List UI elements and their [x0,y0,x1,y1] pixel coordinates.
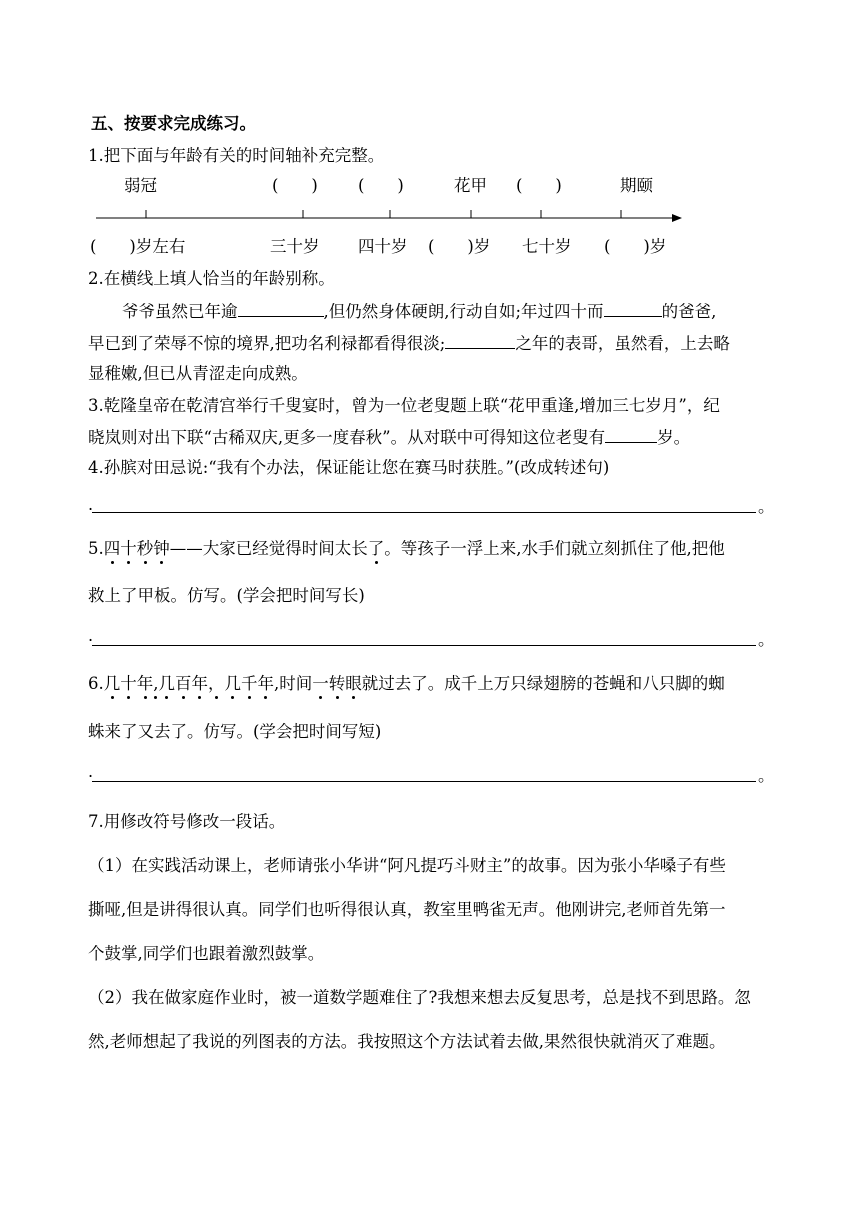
answer-line[interactable] [92,781,756,782]
q7-paragraph-1-line: （1）在实践活动课上，老师请张小华讲“阿凡提巧斗财主”的故事。因为张小华嗓子有些 [88,856,726,875]
answer-line-start: . [88,626,94,645]
emphasis-char: 千 [241,674,258,693]
q4-prompt: 4.孙膑对田忌说:“我有个办法，保证能让您在赛马时获胜。”(改成转述句) [88,458,610,477]
q5-text: 。等孩子一浮上来,水手们就立刻抓住了他,把他 [384,539,725,558]
timeline-bottom-label: 三十岁 [270,237,320,256]
q6-text: 就过去了。成千上万只绿翅膀的苍蝇和八只脚的蜘 [361,674,725,693]
q2-text: 之年的表哥，虽然看，上去略 [515,334,730,353]
q2-text: 的爸爸, [661,302,717,321]
answer-line[interactable] [92,645,756,646]
answer-line-end: 。 [758,497,775,516]
emphasis-char: 年 [191,674,208,693]
emphasis-char: 四 [103,539,121,558]
timeline-top-label: ( ) [358,176,404,195]
q2-line-1 [122,301,716,322]
q3-text: 晓岚则对出下联“古稀双庆,更多一度春秋”。从对联中可得知这位老叟有 [88,428,606,447]
timeline-top-label: ( ) [516,176,562,195]
q2-line-2 [88,333,730,354]
q5-number: 5. [88,539,104,558]
q1-prompt: 1.把下面与年龄有关的时间轴补充完整。 [88,146,385,165]
q3-text: 岁。 [657,428,691,447]
q7-prompt: 7.用修改符号修改一段话。 [88,812,286,831]
q7-paragraph-1-line: 个鼓掌,同学们也跟着激烈鼓掌。 [88,944,325,963]
timeline-bottom-label: 四十岁 [358,237,408,256]
answer-line-end: 。 [758,630,775,649]
answer-blank[interactable] [238,301,324,317]
emphasis-char: 几 [224,674,241,693]
answer-line-start: . [88,495,94,514]
q6-line-2: 蛛来了又去了。仿写。(学会把时间写短) [88,722,382,741]
emphasis-char: 十 [120,674,137,693]
q7-paragraph-2-line: 然,老师想起了我说的列图表的方法。我按照这个方法试着去做,果然很快就消灭了难题。 [88,1032,726,1051]
section-title: 五、按要求完成练习。 [91,114,256,133]
emphasis-char: 钟 [153,539,170,558]
q6-number: 6. [88,674,104,693]
q7-paragraph-2-line: （2）我在做家庭作业时，被一道数学题难住了?我想来想去反复思考，总是找不到思路。忽 [88,988,751,1007]
emphasis-char: 秒 [136,539,154,558]
q7-paragraph-1-line: 撕哑,但是讲得很认真。同学们也听得很认真，教室里鸭雀无声。他刚讲完,老师首先第一 [88,900,726,919]
answer-line-end: 。 [758,766,775,785]
timeline-arrow-icon [672,214,682,222]
answer-blank[interactable] [445,333,515,349]
timeline-top-label: 弱冠 [124,176,157,195]
emphasis-char: 几 [158,674,175,693]
answer-blank[interactable] [604,301,662,317]
emphasis-char: 一 [312,674,329,693]
q5-line-2: 救上了甲板。仿写。(学会把时间写长) [88,586,365,605]
q6-line-1 [88,674,725,694]
emphasis-char: 年 [136,674,154,693]
timeline-top-label: 期颐 [620,176,653,195]
q3-line-1: 3.乾隆皇帝在乾清宫举行千叟宴时，曾为一位老叟题上联“花甲重逢,增加三七岁月”，纪 [88,396,720,415]
q5-text: ——大家已经觉得时间太长 [169,539,368,558]
emphasis-char: 眼 [345,674,362,693]
q2-text: ,但仍然身体硬朗,行动自如;年过四十而 [323,302,604,321]
q2-text: 爷爷虽然已年逾 [122,302,238,321]
q3-line-2 [88,427,690,448]
emphasis-char: 百 [175,674,192,693]
timeline-bottom-label: 七十岁 [522,237,572,256]
timeline-top-label: ( ) [272,176,318,195]
emphasis-char: 转 [328,674,346,693]
emphasis-char: ， [208,674,225,693]
timeline-top-label: 花甲 [454,176,487,195]
emphasis-char: 几 [103,674,121,693]
q5-line-1 [88,539,725,559]
timeline-bottom-label: ( )岁左右 [90,237,186,256]
q2-prompt: 2.在横线上填人恰当的年龄别称。 [88,269,335,288]
answer-line[interactable] [92,512,756,513]
answer-line-start: . [88,762,94,781]
q2-line-3: 显稚嫩,但已从青涩走向成熟。 [88,364,308,383]
emphasis-char: 年 [257,674,274,693]
q6-text: ,时间 [274,674,313,693]
timeline-bottom-label: ( )岁 [604,237,667,256]
emphasis-char: 十 [120,539,137,558]
answer-blank[interactable] [605,427,657,443]
emphasis-char: , [153,674,159,693]
q2-text: 早已到了荣辱不惊的境界,把功名利禄都看得很淡; [88,334,446,353]
emphasis-char: 了 [367,539,385,558]
timeline-bottom-label: ( )岁 [428,237,491,256]
